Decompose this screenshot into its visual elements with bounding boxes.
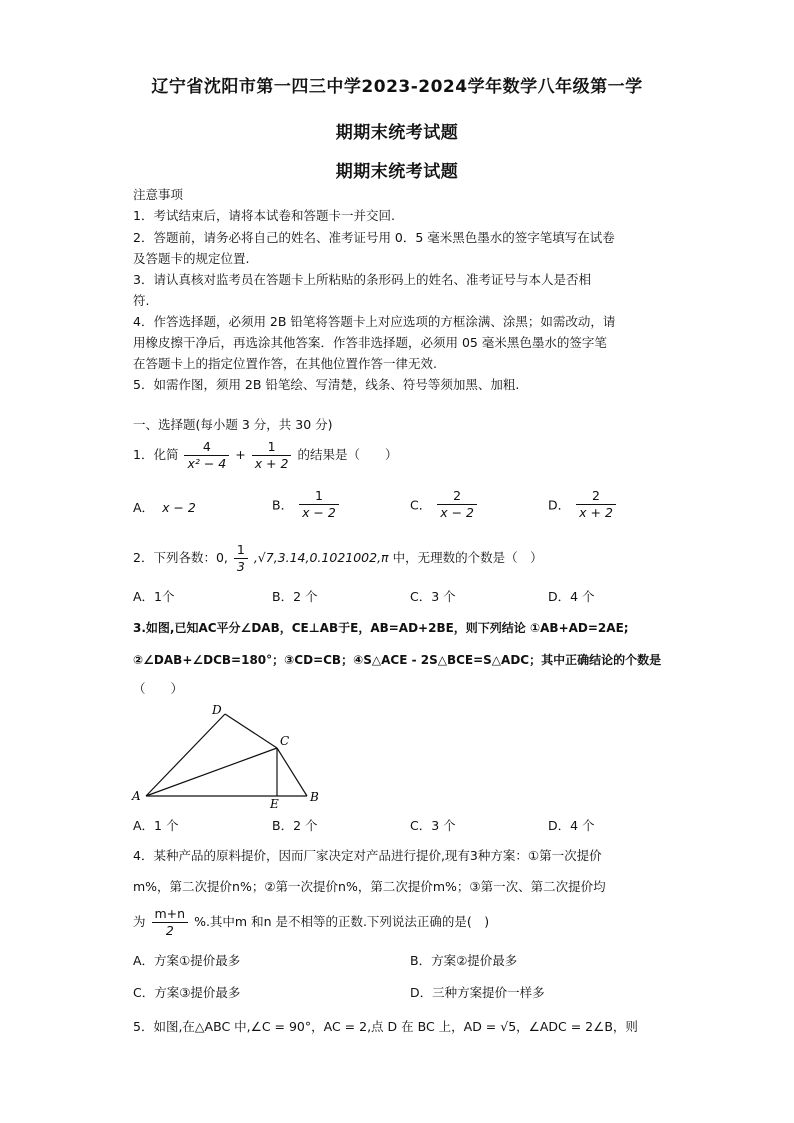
q3-option-d: D．4 个 xyxy=(548,818,595,833)
label-e: E xyxy=(270,797,279,810)
note-line: 5．如需作图，须用 2B 铅笔绘、写清楚，线条、符号等须加黑、加粗. xyxy=(133,377,520,392)
q5-line-1: 5．如图,在△ABC 中,∠C = 90°，AC = 2,点 D 在 BC 上，AD = √5，∠ADC = 2∠B，则 xyxy=(133,1019,638,1034)
segment-cb xyxy=(277,748,307,796)
q1-option-a xyxy=(133,498,196,516)
q3-option-a: A．1 个 xyxy=(133,818,179,833)
q1-b-den: x − 2 xyxy=(302,505,336,520)
note-line: 3．请认真核对监考员在答题卡上所粘贴的条形码上的姓名、准考证号与本人是否相 xyxy=(133,272,591,287)
label-a: A xyxy=(132,789,141,803)
note-line: 4．作答选择题，必须用 2B 铅笔将答题卡上对应选项的方框涂满、涂黑；如需改动，请 xyxy=(133,314,616,329)
q1-b-fraction xyxy=(299,488,339,521)
note-line: 符. xyxy=(133,293,150,308)
option-label: A． xyxy=(133,500,155,515)
q2-prefix: 2．下列各数：0, xyxy=(133,550,228,565)
q4-line-1: 4．某种产品的原料提价，因而厂家决定对产品进行提价,现有3种方案：①第一次提价 xyxy=(133,848,602,863)
q1-plus: + xyxy=(235,447,246,462)
q3-figure xyxy=(130,700,330,810)
q1-suffix: 的结果是（ ） xyxy=(297,447,398,462)
q4-frac-num: m+n xyxy=(152,906,189,923)
q1-prefix: 1．化简 xyxy=(133,447,179,462)
q2-option-a: A．1个 xyxy=(133,589,175,604)
q4-line3-post: %.其中m 和n 是不相等的正数.下列说法正确的是( ) xyxy=(194,914,490,929)
note-line: 在答题卡上的指定位置作答，在其他位置作答一律无效. xyxy=(133,356,437,371)
q1-f2-den: x + 2 xyxy=(254,456,289,471)
q2-frac-num: 1 xyxy=(234,542,248,559)
q1-fraction-2 xyxy=(252,439,292,472)
q1-a-expr: x − 2 xyxy=(162,500,196,515)
q1-f2-num: 1 xyxy=(252,439,292,456)
q3-option-c: C．3 个 xyxy=(410,818,456,833)
notes-heading: 注意事项 xyxy=(133,187,184,202)
q3-line-2: ②∠DAB+∠DCB=180°；③CD=CB；④S△ACE - 2S△BCE=S△ADC；其中正确结论的个数是 xyxy=(133,653,662,667)
q2-option-b: B．2 个 xyxy=(272,589,318,604)
note-line: 1．考试结束后，请将本试卷和答题卡一并交回. xyxy=(133,208,395,223)
option-label: D． xyxy=(548,497,571,513)
q4-fraction xyxy=(152,906,189,939)
label-d: D xyxy=(212,703,222,717)
q1-c-den: x − 2 xyxy=(440,505,474,520)
q1-c-num: 2 xyxy=(437,488,477,505)
segment-ad xyxy=(146,714,225,796)
page-subtitle: 期期末统考试题 xyxy=(335,123,459,143)
note-line: 2．答题前，请务必将自己的姓名、准考证号用 0．5 毫米黑色墨水的签字笔填写在试卷 xyxy=(133,230,615,245)
option-label: C． xyxy=(410,497,432,513)
q3-line-1: 3.如图,已知AC平分∠DAB，CE⊥AB于E，AB=AD+2BE，则下列结论 ①AB+AD=2AE; xyxy=(133,621,629,635)
q4-line-2: m%，第二次提价n%；②第一次提价n%，第二次提价m%；③第一次、第二次提价均 xyxy=(133,879,606,894)
note-line: 用橡皮擦干净后，再选涂其他答案．作答非选择题，必须用 05 毫米黑色墨水的签字笔 xyxy=(133,335,607,350)
q4-frac-den: 2 xyxy=(165,923,174,938)
q3-option-b: B．2 个 xyxy=(272,818,318,833)
q1-d-fraction xyxy=(576,488,616,521)
q2-number-list: ,√7,3.14,0.1021002,π xyxy=(253,550,389,565)
note-line: 及答题卡的规定位置. xyxy=(133,251,250,266)
q1-option-b xyxy=(272,488,341,521)
q1-option-c xyxy=(410,488,479,521)
q1-c-fraction xyxy=(437,488,477,521)
label-c: C xyxy=(280,734,290,748)
q4-option-c: C．方案③提价最多 xyxy=(133,985,241,1000)
q2-frac-den: 3 xyxy=(236,559,245,574)
q4-option-b: B．方案②提价最多 xyxy=(410,953,518,968)
q4-option-d: D．三种方案提价一样多 xyxy=(410,985,545,1000)
q1-d-num: 2 xyxy=(576,488,616,505)
q1-d-den: x + 2 xyxy=(579,505,613,520)
q1-fraction-1 xyxy=(184,439,229,472)
q2-suffix: 中，无理数的个数是（ ） xyxy=(392,550,543,565)
q4-option-a: A．方案①提价最多 xyxy=(133,953,241,968)
label-b: B xyxy=(310,790,319,804)
q1-b-num: 1 xyxy=(299,488,339,505)
page-subtitle-repeat: 期期末统考试题 xyxy=(335,162,459,182)
q2-option-c: C．3 个 xyxy=(410,589,456,604)
q1-f1-den: x² − 4 xyxy=(187,456,227,471)
section-heading: 一、选择题(每小题 3 分，共 30 分) xyxy=(133,417,333,432)
question-2 xyxy=(133,542,543,575)
q2-option-d: D．4 个 xyxy=(548,589,595,604)
segment-dc xyxy=(225,714,277,748)
q1-option-d xyxy=(548,488,618,521)
option-label: B． xyxy=(272,497,294,513)
question-1 xyxy=(133,439,397,472)
q4-line-3 xyxy=(133,906,489,939)
q4-line3-pre: 为 xyxy=(133,914,146,929)
page-title: 辽宁省沈阳市第一四三中学2023-2024学年数学八年级第一学 xyxy=(151,77,643,97)
q1-f1-num: 4 xyxy=(184,439,229,456)
segment-ac xyxy=(146,748,277,796)
q2-fraction xyxy=(234,542,248,575)
q3-line-3: （ ） xyxy=(133,681,184,696)
